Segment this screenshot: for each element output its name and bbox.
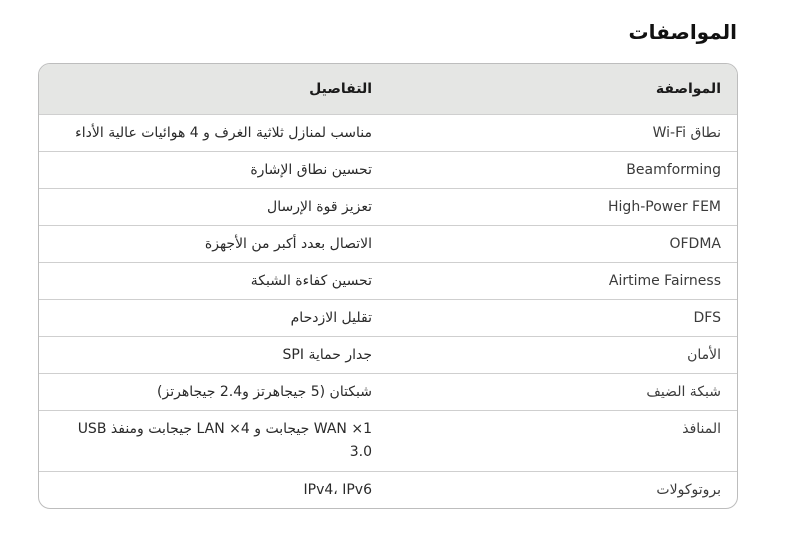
spec-name: المنافذ [682,421,721,437]
spec-detail: تعزيز قوة الإرسال [267,199,372,215]
spec-detail: IPv4، IPv6 [303,482,372,498]
spec-name: نطاق Wi-Fi [652,125,721,141]
spec-name: شبكة الضيف [646,384,721,400]
spec-detail: جدار حماية SPI [282,347,372,363]
spec-detail: تحسين نطاق الإشارة [250,162,372,178]
spec-detail: تقليل الازدحام [290,310,372,326]
spec-detail: 1× WAN جيجابت و 4× LAN جيجابت ومنفذ USB 3.0 [77,421,372,460]
specifications-table [38,63,738,509]
page-title: المواصفات [628,20,737,44]
spec-name: High-Power FEM [608,199,721,215]
table-row [39,373,737,410]
spec-detail: مناسب لمنازل ثلاثية الغرف و 4 هوائيات عالية الأداء [75,125,372,141]
table-row [39,299,737,336]
table-row [39,336,737,373]
spec-name: Airtime Fairness [608,273,721,289]
spec-name: OFDMA [669,236,721,252]
header-spec: المواصفة [655,80,721,97]
header-detail: التفاصيل [309,80,372,97]
table-row [39,262,737,299]
spec-detail: تحسين كفاءة الشبكة [250,273,372,289]
spec-name: Beamforming [626,162,721,178]
table-row [39,114,737,151]
table-header-row [39,64,737,114]
spec-detail: الاتصال بعدد أكبر من الأجهزة [204,236,372,252]
table-row [39,225,737,262]
table-row [39,188,737,225]
table-row [39,151,737,188]
table-row [39,410,737,471]
spec-name: DFS [693,310,721,326]
spec-name: بروتوكولات [656,482,721,498]
spec-detail: شبكتان (5 جيجاهرتز و2.4 جيجاهرتز) [157,384,372,400]
spec-name: الأمان [687,347,721,363]
table-row [39,471,737,508]
